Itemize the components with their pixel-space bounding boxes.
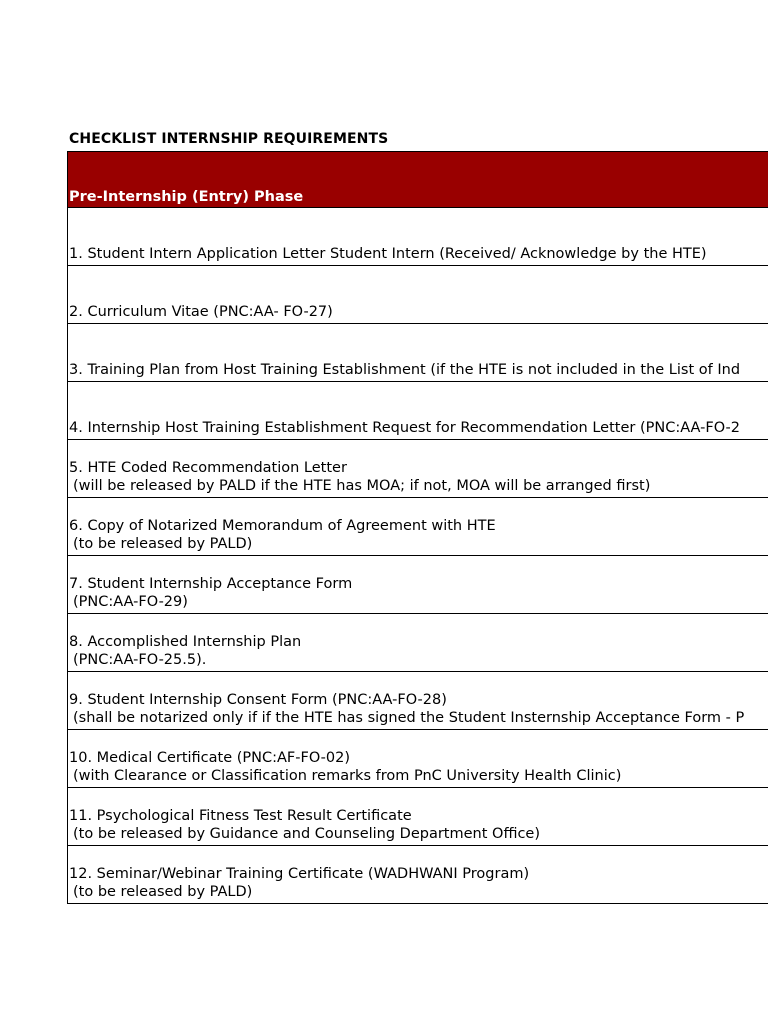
item-label: 5. HTE Coded Recommendation Letter <box>69 460 347 476</box>
checklist-row[interactable] <box>67 556 768 614</box>
item-note: (to be released by PALD) <box>73 884 253 900</box>
item-note: (to be released by PALD) <box>73 536 253 552</box>
checklist-row[interactable] <box>67 208 768 266</box>
item-label: 1. Student Intern Application Letter Student Intern (Received/ Acknowledge by the HTE) <box>69 246 707 262</box>
item-label: 3. Training Plan from Host Training Establishment (if the HTE is not included in the List of Ind <box>69 362 741 378</box>
item-label: 7. Student Internship Acceptance Form <box>69 576 353 592</box>
item-label: 12. Seminar/Webinar Training Certificate (WADHWANI Program) <box>69 866 530 882</box>
item-label: 4. Internship Host Training Establishment Request for Recommendation Letter (PNC:AA-FO-2 <box>69 420 740 436</box>
page-title: CHECKLIST INTERNSHIP REQUIREMENTS <box>69 131 389 147</box>
item-note: (with Clearance or Classification remarks from PnC University Health Clinic) <box>73 768 622 784</box>
checklist-row[interactable] <box>67 382 768 440</box>
checklist-row[interactable] <box>67 672 768 730</box>
checklist-row[interactable] <box>67 788 768 846</box>
item-note: (to be released by Guidance and Counseling Department Office) <box>73 826 541 842</box>
item-label: 6. Copy of Notarized Memorandum of Agreement with HTE <box>69 518 496 534</box>
checklist-row[interactable] <box>67 614 768 672</box>
item-note: (PNC:AA-FO-25.5). <box>73 652 207 668</box>
item-note: (will be released by PALD if the HTE has MOA; if not, MOA will be arranged first) <box>73 478 651 494</box>
item-label: 8. Accomplished Internship Plan <box>69 634 302 650</box>
checklist-row[interactable] <box>67 440 768 498</box>
item-label: 11. Psychological Fitness Test Result Certificate <box>69 808 412 824</box>
item-label: 2. Curriculum Vitae (PNC:AA- FO-27) <box>69 304 333 320</box>
checklist-row[interactable] <box>67 498 768 556</box>
item-note: (shall be notarized only if if the HTE has signed the Student Insternship Acceptance Form - P <box>73 710 745 726</box>
phase-header <box>67 151 768 208</box>
checklist-table <box>67 151 768 904</box>
phase-header-label: Pre-Internship (Entry) Phase <box>69 189 304 205</box>
item-note: (PNC:AA-FO-29) <box>73 594 188 610</box>
checklist-row[interactable] <box>67 324 768 382</box>
item-label: 9. Student Internship Consent Form (PNC:AA-FO-28) <box>69 692 447 708</box>
checklist-row[interactable] <box>67 266 768 324</box>
checklist-row[interactable] <box>67 730 768 788</box>
item-label: 10. Medical Certificate (PNC:AF-FO-02) <box>69 750 351 766</box>
checklist-row[interactable] <box>67 846 768 904</box>
